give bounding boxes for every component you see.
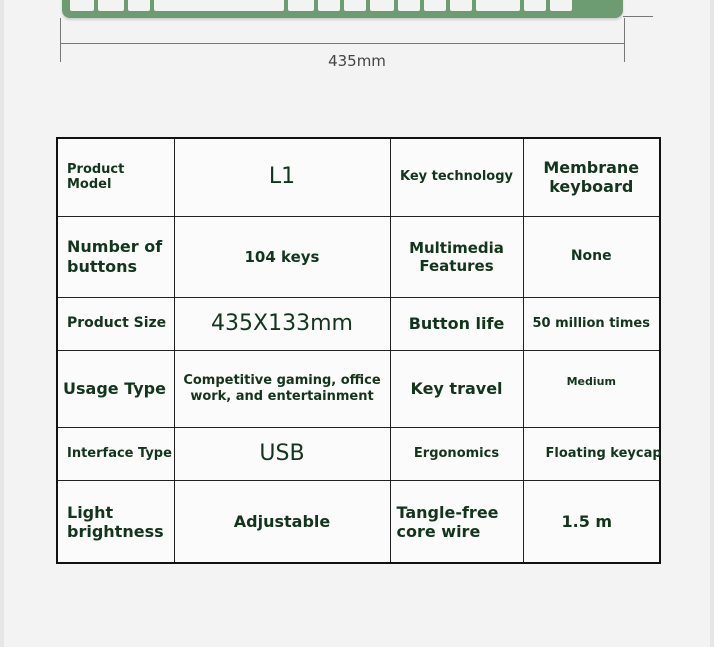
table-row [57, 138, 660, 216]
spec-label: Key technology [390, 138, 523, 216]
spec-value: 104 keys [174, 216, 390, 297]
spec-value: Competitive gaming, office work, and entertainment [174, 351, 390, 428]
spec-label: Interface Type [57, 427, 174, 481]
spec-table [56, 137, 661, 564]
width-dimension-label: 435mm [328, 52, 386, 70]
page-edge-right [710, 0, 714, 647]
table-row [57, 427, 660, 481]
keyboard-key [370, 0, 394, 11]
keyboard-key [70, 0, 94, 11]
keyboard-key [476, 0, 520, 11]
spec-value: Adjustable [174, 481, 390, 563]
spec-label: Light brightness [57, 481, 174, 563]
spec-label: Ergonomics [390, 427, 523, 481]
spec-label: Product Model [57, 138, 174, 216]
spec-label: Product Size [57, 297, 174, 351]
spec-value: USB [174, 427, 390, 481]
keyboard-key [98, 0, 124, 11]
spec-value: 435X133mm [174, 297, 390, 351]
spec-label: Tangle-free core wire [390, 481, 523, 563]
keyboard-key [318, 0, 340, 11]
spec-value: 1.5 m [523, 481, 660, 563]
table-row [57, 216, 660, 297]
dimension-tick [623, 16, 653, 17]
keyboard-key [450, 0, 472, 11]
spec-value: Membrane keyboard [523, 138, 660, 216]
page-edge-left [0, 0, 4, 647]
spec-value: Medium [523, 351, 660, 428]
table-row [57, 297, 660, 351]
table-row [57, 351, 660, 428]
table-row [57, 481, 660, 563]
keyboard-key [344, 0, 366, 11]
keyboard-key [524, 0, 546, 11]
keyboard-key-row [70, 0, 572, 11]
keyboard-key [550, 0, 572, 11]
keyboard-key [424, 0, 446, 11]
spec-value: 50 million times [523, 297, 660, 351]
keyboard-key [128, 0, 150, 11]
spec-label: Button life [390, 297, 523, 351]
spec-value: L1 [174, 138, 390, 216]
keyboard-spacebar [154, 0, 284, 11]
dimension-line [61, 43, 624, 44]
spec-value: None [523, 216, 660, 297]
keyboard-key [288, 0, 314, 11]
keyboard-key [398, 0, 420, 11]
spec-label: Key travel [390, 351, 523, 428]
spec-label: Number of buttons [57, 216, 174, 297]
keyboard-image [62, 0, 623, 18]
spec-label: Usage Type [57, 351, 174, 428]
spec-value: Floating keycap [523, 427, 660, 481]
spec-label: Multimedia Features [390, 216, 523, 297]
